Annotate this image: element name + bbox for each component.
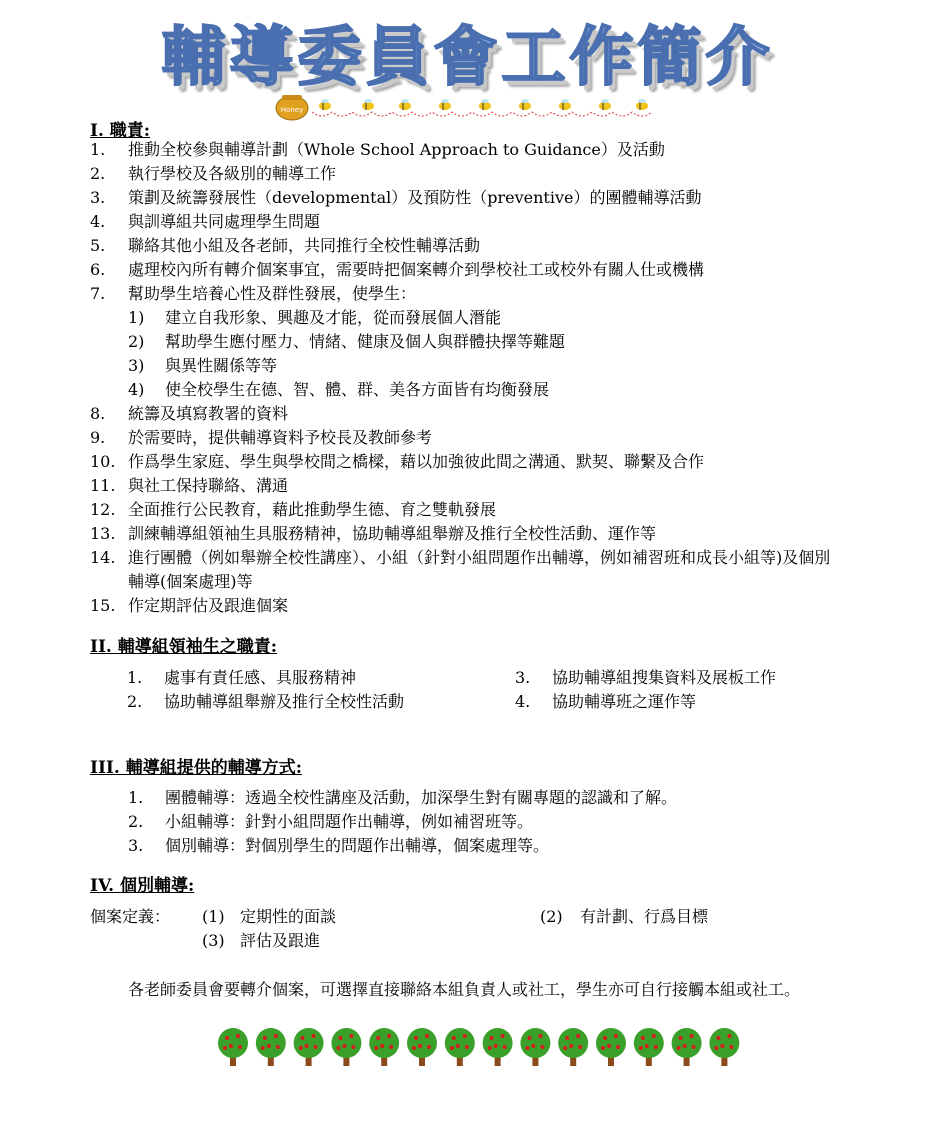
bee-decoration <box>270 94 670 122</box>
list-item: 10. 作爲學生家庭、學生與學校間之橋樑，藉以加強彼此間之溝通、默契、聯繫及合作 <box>90 452 705 471</box>
definition-1-num: (1) <box>202 907 225 926</box>
section-2-heading: II. 輔導組領袖生之職責: <box>90 637 278 657</box>
sub-list-item: 3) 與異性關係等等 <box>128 356 278 375</box>
section-4-heading: IV. 個別輔導: <box>90 876 195 896</box>
definition-label: 個案定義： <box>90 907 171 926</box>
bee-icon <box>362 99 374 110</box>
list-item: 11. 與社工保持聯絡、溝通 <box>90 476 289 495</box>
section-1-heading: I. 職責: <box>90 121 151 141</box>
leader-duty-3-text: 協助輔導組搜集資料及展板工作 <box>552 668 777 687</box>
list-item: 5. 聯絡其他小組及各老師，共同推行全校性輔導活動 <box>90 236 481 255</box>
bee-icon <box>599 99 611 110</box>
tree-icon <box>445 1028 475 1066</box>
definition-2-num: (2) <box>540 907 563 926</box>
honey-pot-icon <box>276 95 308 120</box>
bee-icon <box>559 99 571 110</box>
duties-list <box>90 138 850 618</box>
leader-duty-4-text: 協助輔導班之運作等 <box>552 692 697 711</box>
list-item: 8. 統籌及填寫教署的資料 <box>90 404 289 423</box>
bee-icon <box>399 99 411 110</box>
leader-duty-1-text: 處事有責任感、具服務精神 <box>164 668 357 687</box>
honey-label: Honey <box>280 106 304 114</box>
list-item: 9. 於需要時，提供輔導資料予校長及教師參考 <box>90 428 433 447</box>
tree-icon <box>294 1028 324 1066</box>
leader-duty-3: 3. <box>515 668 531 687</box>
list-item: 15. 作定期評估及跟進個案 <box>90 596 289 615</box>
tree-icon <box>407 1028 437 1066</box>
tree-icon <box>634 1028 664 1066</box>
definition-3-text: 評估及跟進 <box>240 931 321 950</box>
leader-duty-4: 4. <box>515 692 531 711</box>
tree-icon <box>520 1028 550 1066</box>
list-item: 1. 推動全校參與輔導計劃（Whole School Approach to Guidance）及活動 <box>90 140 665 159</box>
page-title: 輔導委員會工作簡介 <box>161 21 774 95</box>
leader-duty-2: 2. <box>127 692 143 711</box>
list-item: 3. 策劃及統籌發展性（developmental）及預防性（preventive）的團體輔導活動 <box>90 188 702 207</box>
tree-icon <box>596 1028 626 1066</box>
bee-icon <box>519 99 531 110</box>
sub-list-item: 4) 使全校學生在德、智、體、群、美各方面皆有均衡發展 <box>128 380 550 399</box>
sub-list-item: 1) 建立自我形象、興趣及才能，從而發展個人潛能 <box>128 308 502 327</box>
tree-icon <box>672 1028 702 1066</box>
list-item: 1. 團體輔導：透過全校性講座及活動，加深學生對有關專題的認識和了解。 <box>128 788 678 807</box>
list-item: 6. 處理校內所有轉介個案事宜，需要時把個案轉介到學校社工或校外有關人仕或機構 <box>90 260 705 279</box>
leader-duty-1: 1. <box>127 668 143 687</box>
tree-icon <box>331 1028 361 1066</box>
list-item: 7. 幫助學生培養心性及群性發展，使學生： <box>90 284 417 303</box>
bee-icon <box>439 99 451 110</box>
list-item: 3. 個別輔導：對個別學生的問題作出輔導，個案處理等。 <box>128 836 550 855</box>
list-item: 2. 小組輔導：針對小組問題作出輔導，例如補習班等。 <box>128 812 534 831</box>
tree-icon <box>709 1028 739 1066</box>
list-item: 2. 執行學校及各級別的輔導工作 <box>90 164 337 183</box>
list-item: 12. 全面推行公民教育，藉此推動學生德、育之雙軌發展 <box>90 500 497 519</box>
bee-icon <box>319 99 331 110</box>
tree-icon <box>483 1028 513 1066</box>
referral-paragraph: 各老師委員會要轉介個案，可選擇直接聯絡本組負責人或社工，學生亦可自行接觸本組或社工。 <box>128 980 801 999</box>
tree-icon <box>369 1028 399 1066</box>
section-3-heading: III. 輔導組提供的輔導方式: <box>90 758 302 778</box>
tree-icon <box>218 1028 248 1066</box>
list-item: 4. 與訓導組共同處理學生問題 <box>90 212 321 231</box>
title-container <box>0 22 935 94</box>
sub-list-item: 2) 幫助學生應付壓力、情緒、健康及個人與群體抉擇等難題 <box>128 332 566 351</box>
list-item: 13. 訓練輔導組領袖生具服務精神，協助輔導組舉辦及推行全校性活動、運作等 <box>90 524 657 543</box>
bee-icon <box>636 99 648 110</box>
definition-3-num: (3) <box>202 931 225 950</box>
tree-icon <box>558 1028 588 1066</box>
bee-icon <box>479 99 491 110</box>
leader-duty-2-text: 協助輔導組舉辦及推行全校性活動 <box>164 692 405 711</box>
methods-list <box>90 786 850 858</box>
tree-icon <box>256 1028 286 1066</box>
definition-1-text: 定期性的面談 <box>240 907 337 926</box>
definition-2-text: 有計劃、行爲目標 <box>580 907 709 926</box>
list-item: 14. 進行團體（例如舉辦全校性講座）、小組（針對小組問題作出輔導，例如補習班和成長小組等)及個別輔導(個案處理)等 <box>90 548 831 591</box>
tree-border <box>215 1028 745 1068</box>
